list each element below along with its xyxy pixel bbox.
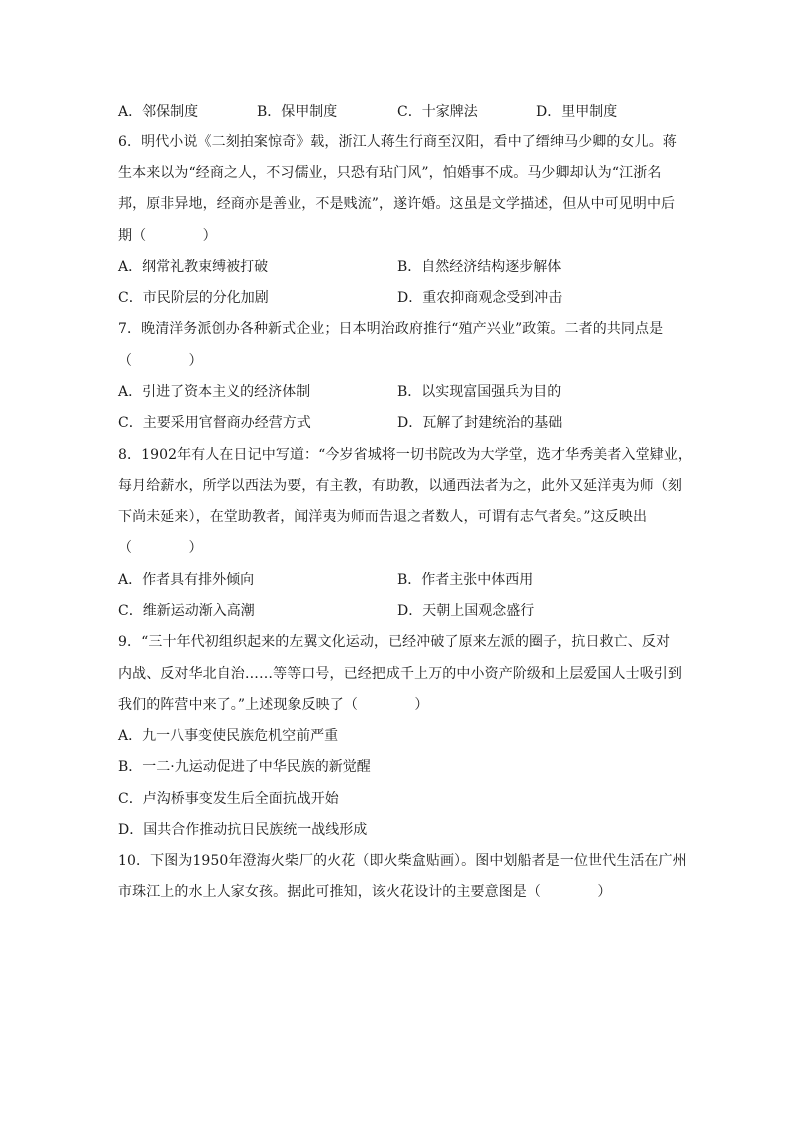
q5-option-b[interactable]: B．保甲制度 bbox=[257, 104, 338, 120]
q10-stem-line: 市珠江上的水上人家女孩。据此可推知，该火花设计的主要意图是（ ） bbox=[118, 884, 612, 900]
q8-option-a[interactable]: A．作者具有排外倾向 bbox=[118, 572, 255, 588]
q8-stem-line: （ ） bbox=[118, 540, 203, 556]
q9-option-a[interactable]: A．九一八事变使民族危机空前严重 bbox=[118, 728, 339, 744]
q5-option-a[interactable]: A．邻保制度 bbox=[118, 104, 199, 120]
q5-option-c[interactable]: C．十家牌法 bbox=[397, 104, 478, 120]
q6-option-c[interactable]: C．市民阶层的分化加剧 bbox=[118, 290, 269, 306]
q7-option-a[interactable]: A．引进了资本主义的经济体制 bbox=[118, 384, 311, 400]
q8-option-b[interactable]: B．作者主张中体西用 bbox=[397, 572, 534, 588]
q6-stem-line: 期（ ） bbox=[118, 228, 217, 244]
q5-option-d[interactable]: D．里甲制度 bbox=[536, 104, 618, 120]
q7-option-c[interactable]: C．主要采用官督商办经营方式 bbox=[118, 415, 311, 431]
q7-option-d[interactable]: D．瓦解了封建统治的基础 bbox=[397, 415, 563, 431]
q8-stem-line: 每月给薪水，所学以西法为要，有主教，有助教，以通西法者为之，此外又延洋夷为师（刻 bbox=[118, 478, 682, 494]
q8-option-d[interactable]: D．天朝上国观念盛行 bbox=[397, 603, 535, 619]
q9-stem-line: 内战、反对华北自治……等等口号，已经把成千上万的中小资产阶级和上层爱国人士吸引到 bbox=[118, 666, 682, 682]
q6-option-d[interactable]: D．重农抑商观念受到冲击 bbox=[397, 290, 563, 306]
q6-option-b[interactable]: B．自然经济结构逐步解体 bbox=[397, 259, 562, 275]
q6-stem-line: 邦，原非异地，经商亦是善业，不是贱流”，遂许婚。这虽是文学描述，但从中可见明中后 bbox=[118, 196, 676, 212]
q9-stem-line: 9．“三十年代初组织起来的左翼文化运动，已经冲破了原来左派的圈子，抗日救亡、反对 bbox=[118, 634, 671, 650]
q6-option-a[interactable]: A．纲常礼教束缚被打破 bbox=[118, 259, 269, 275]
q8-option-c[interactable]: C．维新运动渐入高潮 bbox=[118, 603, 255, 619]
q9-option-b[interactable]: B．一二·九运动促进了中华民族的新觉醒 bbox=[118, 759, 371, 775]
q7-stem-line: 7．晚清洋务派创办各种新式企业；日本明治政府推行“殖产兴业”政策。二者的共同点是 bbox=[118, 321, 664, 337]
q7-stem-line: （ ） bbox=[118, 353, 203, 369]
q9-option-c[interactable]: C．卢沟桥事变发生后全面抗战开始 bbox=[118, 791, 339, 807]
q6-stem-line: 生本来以为“经商之人，不习儒业，只恐有玷门风”，怕婚事不成。马少卿却认为“江浙名 bbox=[118, 165, 662, 181]
q8-stem-line: 下尚未延来），在堂助教者，闻洋夷为师而告退之者数人，可谓有志气者矣。”这反映出 bbox=[118, 509, 648, 525]
q10-stem-line: 10．下图为1950年澄海火柴厂的火花（即火柴盒贴画）。图中划船者是一位世代生活在广州 bbox=[118, 853, 687, 869]
q6-stem-line: 6．明代小说《二刻拍案惊奇》载，浙江人蒋生行商至汉阳，看中了缙绅马少卿的女儿。蒋 bbox=[118, 134, 677, 150]
q7-option-b[interactable]: B．以实现富国强兵为目的 bbox=[397, 384, 562, 400]
q9-option-d[interactable]: D．国共合作推动抗日民族统一战线形成 bbox=[118, 822, 368, 838]
q9-stem-line: 我们的阵营中来了。”上述现象反映了（ ） bbox=[118, 697, 429, 713]
q8-stem-line: 8．1902年有人在日记中写道：“今岁省城将一切书院改为大学堂，选才华秀美者入堂肄业， bbox=[118, 447, 692, 463]
